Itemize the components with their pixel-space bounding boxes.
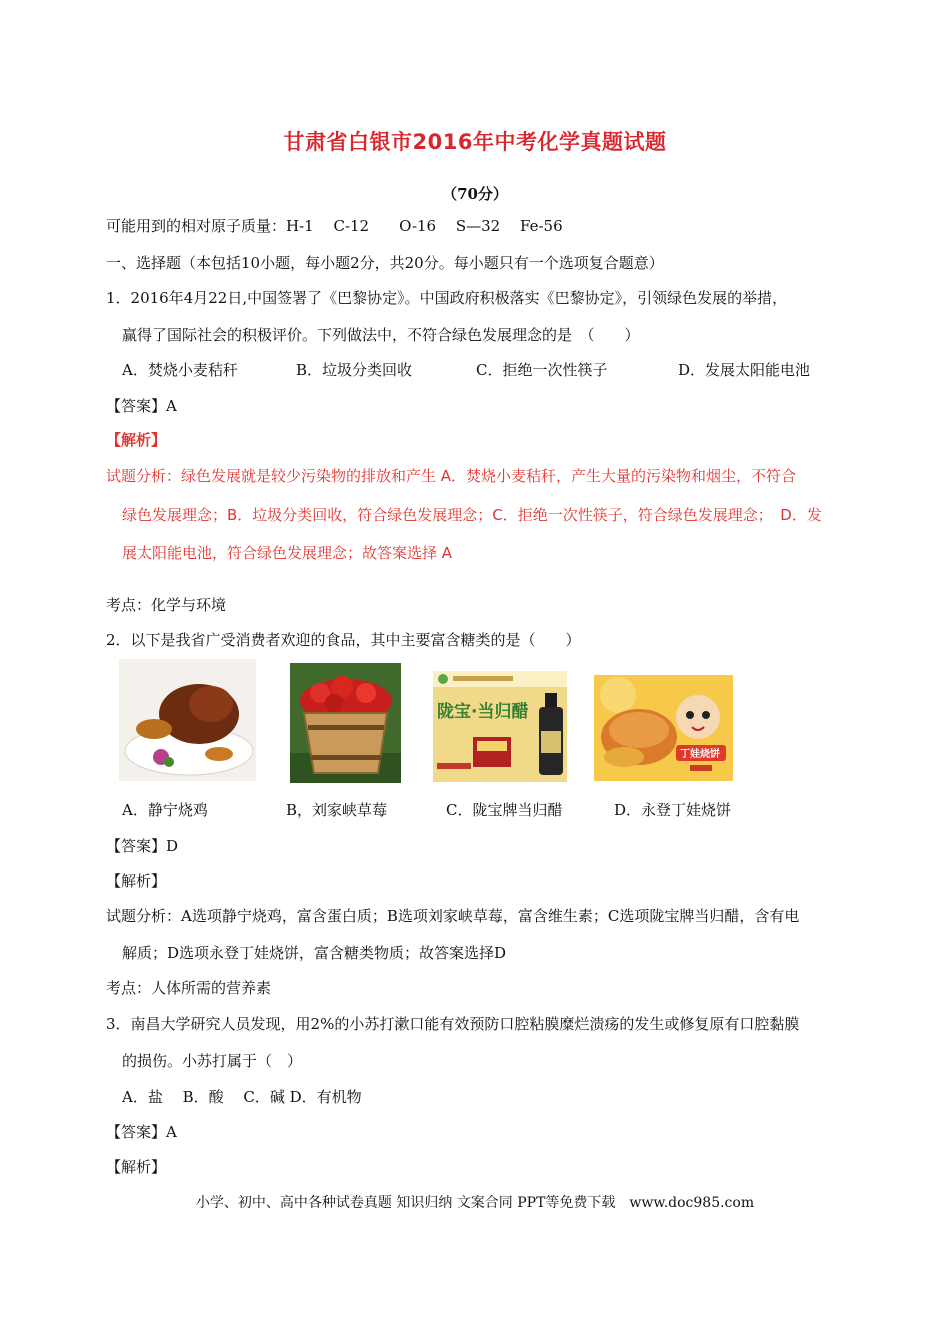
- q1-analysis-line3: 展太阳能电池，符合绿色发展理念；故答案选择 A: [122, 544, 453, 562]
- q1-analysis-line2: 绿色发展理念；B．垃圾分类回收，符合绿色发展理念；C．拒绝一次性筷子，符合绿色发展理念； D．发: [122, 506, 822, 524]
- q3-stem-line1: 3．南昌大学研究人员发现，用2%的小苏打漱口能有效预防口腔粘膜糜烂溃疡的发生或修复原有口腔黏膜: [106, 1015, 800, 1033]
- q1-option-b: B．垃圾分类回收: [296, 361, 413, 379]
- bread-package-image: [594, 675, 733, 781]
- q1-stem-line2: 赢得了国际社会的积极评价。下列做法中，不符合绿色发展理念的是 （ ）: [122, 326, 640, 344]
- vinegar-brand-text: 陇宝·当归醋: [437, 702, 529, 722]
- q1-answer: 【答案】A: [106, 397, 177, 415]
- q1-option-c: C．拒绝一次性筷子: [476, 361, 608, 379]
- q2-point: 考点：人体所需的营养素: [106, 979, 272, 997]
- q2-option-d: D．永登丁娃烧饼: [614, 801, 732, 819]
- q1-option-a: A．焚烧小麦秸秆: [122, 361, 238, 379]
- q1-option-d: D．发展太阳能电池: [678, 361, 811, 379]
- q2-analysis-label: 【解析】: [106, 872, 167, 890]
- section-heading: 一、选择题（本包括10小题，每小题2分，共20分。每小题只有一个选项复合题意）: [106, 254, 664, 272]
- q3-options: A．盐 B．酸 C．碱 D．有机物: [122, 1088, 362, 1106]
- bread-brand-text: 丁娃烧饼: [680, 749, 720, 760]
- footer-text: 小学、初中、高中各种试卷真题 知识归纳 文案合同 PPT等免费下载 www.doc985.com: [195, 1195, 755, 1211]
- strawberry-bucket-image: [290, 663, 401, 783]
- q2-option-a: A．静宁烧鸡: [122, 801, 208, 819]
- q2-answer: 【答案】D: [106, 837, 179, 855]
- q2-analysis-line2: 解质；D选项永登丁娃烧饼，富含糖类物质；故答案选择D: [122, 944, 507, 962]
- page-title: 甘肃省白银市2016年中考化学真题试题: [283, 130, 667, 154]
- q2-option-b: B，刘家峡草莓: [286, 801, 388, 819]
- q3-answer: 【答案】A: [106, 1123, 177, 1141]
- vinegar-bottle-image: [433, 671, 567, 782]
- total-score: （70分）: [442, 185, 508, 203]
- q3-analysis-label: 【解析】: [106, 1158, 167, 1176]
- q2-stem: 2．以下是我省广受消费者欢迎的食品，其中主要富含糖类的是（ ）: [106, 631, 581, 649]
- q1-point: 考点：化学与环境: [106, 596, 227, 614]
- roast-chicken-image: [119, 659, 256, 781]
- q1-analysis-label: 【解析】: [106, 431, 167, 449]
- q2-analysis-line1: 试题分析：A选项静宁烧鸡，富含蛋白质；B选项刘家峡草莓，富含维生素；C选项陇宝牌当归醋，含有电: [106, 907, 800, 925]
- atomic-mass-line: 可能用到的相对原子质量：H-1 C-12 O-16 S—32 Fe-56: [106, 217, 563, 235]
- q3-stem-line2: 的损伤。小苏打属于（ ）: [122, 1052, 303, 1070]
- q1-stem-line1: 1．2016年4月22日,中国签署了《巴黎协定》。中国政府积极落实《巴黎协定》，引领绿色发展的举措，: [106, 289, 788, 307]
- q2-option-c: C．陇宝牌当归醋: [446, 801, 563, 819]
- q1-analysis-line1: 试题分析：绿色发展就是较少污染物的排放和产生 A．焚烧小麦秸秆，产生大量的污染物和烟尘，不符合: [106, 467, 797, 485]
